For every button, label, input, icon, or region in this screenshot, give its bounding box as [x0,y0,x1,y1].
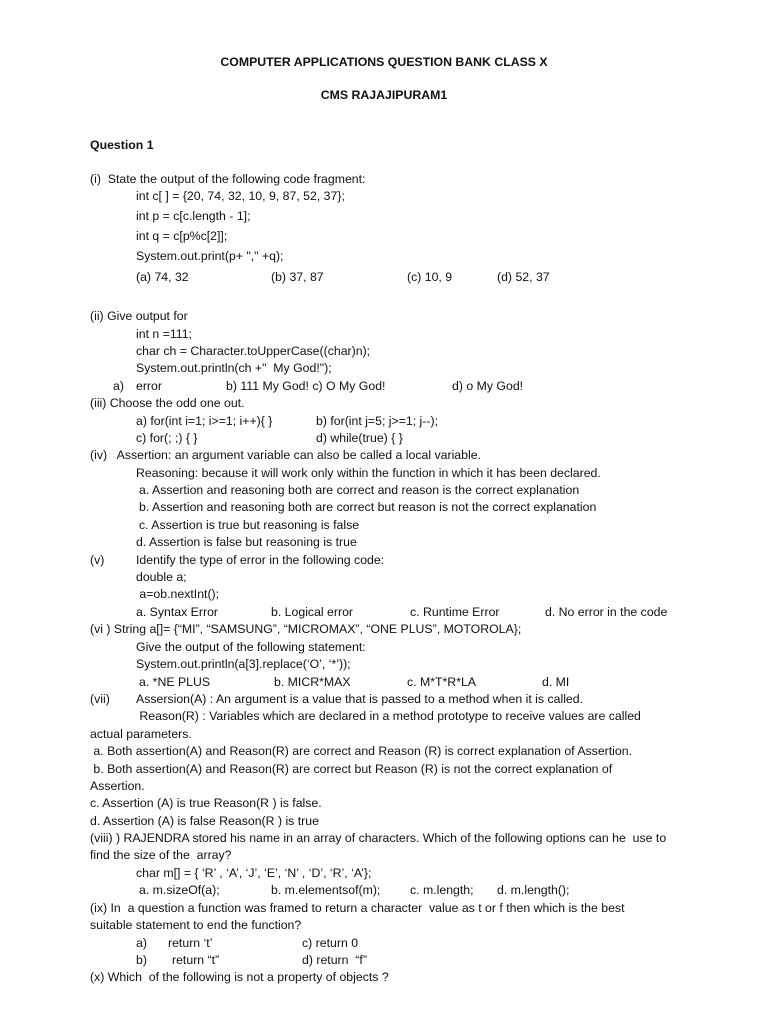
question-stem: (viii) ) RAJENDRA stored his name in an array of characters. Which of the following options can he use to [90,831,667,845]
code-line: char ch = Character.toUpperCase((char)n); [136,344,371,358]
option-d: d) o My God! [452,379,524,393]
option-b-cont: Assertion. [90,779,145,793]
reason-line: Reason(R) : Variables which are declared in a method prototype to receive values are called [136,709,641,723]
option-d: d) while(true) { } [316,431,403,445]
option-b: return “t” [172,953,220,967]
code-line: System.out.println(a[3].replace(‘O’, ‘*’)); [136,657,351,671]
option-b: (b) 37, 87 [271,270,324,284]
option-c: c. Assertion is true but reasoning is false [139,518,360,532]
question-stem: (iii) Choose the odd one out. [90,396,245,410]
option-d: d) return “f” [302,953,367,967]
school-name: CMS RAJAJIPURAM1 [320,88,448,102]
option-a: a. *NE PLUS [139,675,211,689]
code-line: int c[ ] = {20, 74, 32, 10, 9, 87, 52, 37}; [136,189,345,203]
code-line: System.out.print(p+ "," +q); [136,249,284,263]
option-a: a. m.sizeOf(a); [139,883,220,897]
option-a: a. Syntax Error [136,605,219,619]
option-c: c) for(; ;) { } [136,431,198,445]
option-a: return ‘t’ [168,936,213,950]
option-a: error [136,379,162,393]
option-b-c: b) 111 My God! c) O My God! [226,379,386,393]
code-line: a=ob.nextInt(); [136,587,220,601]
option-a: (a) 74, 32 [136,270,189,284]
question-stem: (iv) Assertion: an argument variable can also be called a local variable. [90,448,481,462]
option-c: c. Runtime Error [410,605,500,619]
question-stem: Identify the type of error in the following code: [136,553,385,567]
question-stem-cont: suitable statement to end the function? [90,918,302,932]
code-line: int p = c[c.length - 1]; [136,209,251,223]
option-a: a. Both assertion(A) and Reason(R) are correct and Reason (R) is correct explanation of Assertion. [90,744,632,758]
option-b: b. MICR*MAX [274,675,351,689]
question-heading: Question 1 [90,138,154,152]
option-b: b. m.elementsof(m); [271,883,381,897]
reasoning-line: Reasoning: because it will work only within the function in which it has been declared. [136,466,601,480]
option-d: d. No error in the code [545,605,668,619]
question-stem: (vi ) String a[]= {“MI”, “SAMSUNG”, “MICROMAX”, “ONE PLUS”, MOTOROLA}; [90,622,522,636]
reason-line-cont: actual parameters. [90,727,192,741]
code-line: int q = c[p%c[2]]; [136,229,228,243]
paper-title: COMPUTER APPLICATIONS QUESTION BANK CLASS X [220,55,548,69]
option-a: a) for(int i=1; i>=1; i++){ } [136,414,273,428]
code-line: System.out.println(ch +" My God!"); [136,361,332,375]
option-c: c. m.length; [410,883,474,897]
assertion-line: Assersion(A) : An argument is a value that is passed to a method when it is called. [136,692,584,706]
question-number: (vii) [90,692,110,706]
option-c: c. Assertion (A) is true Reason(R ) is false. [90,796,322,810]
question-line: Give the output of the following statement: [136,640,366,654]
question-number: (v) [90,553,105,567]
code-line: char m[] = { ‘R’ , ‘A’, ‘J’, ‘E’, ‘N’ , ‘D’, ‘R’, ‘A’}; [136,866,372,880]
option-a: a. Assertion and reasoning both are correct and reason is the correct explanation [139,483,580,497]
code-line: double a; [136,570,187,584]
option-d: d. MI [542,675,570,689]
question-stem: (x) Which of the following is not a property of objects ? [90,970,389,984]
option-b: b. Both assertion(A) and Reason(R) are correct but Reason (R) is not the correct explanation of [90,762,613,776]
option-marker: a) [113,379,124,393]
question-stem: (ii) Give output for [90,309,188,323]
question-stem: (i) State the output of the following code fragment: [90,172,366,186]
option-d: (d) 52, 37 [497,270,550,284]
option-b: b) for(int j=5; j>=1; j--); [316,414,438,428]
question-stem-cont: find the size of the array? [90,848,232,862]
option-c: c) return 0 [302,936,359,950]
option-d: d. Assertion is false but reasoning is true [136,535,357,549]
code-line: int n =111; [136,327,192,341]
question-stem: (ix) In a question a function was framed to return a character value as t or f then which is the best [90,901,625,915]
option-b: b. Logical error [271,605,354,619]
option-marker: b) [136,953,147,967]
option-c: (c) 10, 9 [407,270,453,284]
option-d: d. Assertion (A) is false Reason(R ) is true [90,814,319,828]
option-d: d. m.length(); [497,883,570,897]
option-marker: a) [136,936,147,950]
option-c: c. M*T*R*LA [407,675,477,689]
option-b: b. Assertion and reasoning both are correct but reason is not the correct explanation [139,500,597,514]
